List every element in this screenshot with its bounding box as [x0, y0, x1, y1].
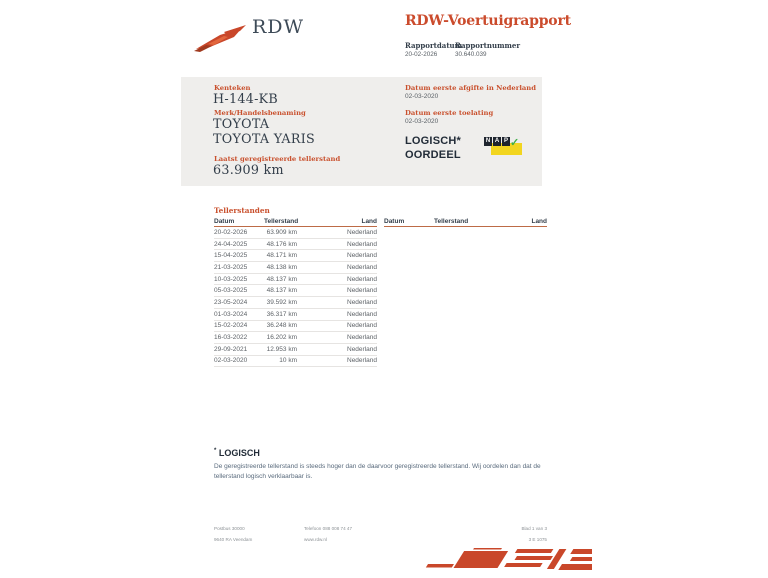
table-row: 23-05-2024 39.592 km Nederland — [214, 297, 377, 309]
merk-value: TOYOTA TOYOTA YARIS — [213, 116, 316, 146]
nap-letter-a: A — [494, 138, 500, 144]
table-row: 21-03-2025 48.138 km Nederland — [214, 262, 377, 274]
brand-wordmark: RDW — [252, 16, 305, 38]
col-header-land: Land — [361, 218, 377, 225]
footnote-title-text: LOGISCH — [218, 448, 260, 458]
footer-address — [214, 523, 252, 545]
toelating-value: 02-03-2020 — [405, 118, 439, 125]
col-header-datum: Datum — [214, 218, 235, 225]
table-row: 02-03-2020 10 km Nederland — [214, 356, 377, 368]
table-row: 16-03-2022 16.202 km Nederland — [214, 332, 377, 344]
report-date-label: Rapportdatum — [405, 41, 463, 50]
table-row: 01-03-2024 36.317 km Nederland — [214, 309, 377, 321]
tellerstand-label: Laatst geregistreerde tellerstand — [214, 155, 341, 163]
oordeel-verdict — [405, 135, 461, 162]
rdw-stripes-icon — [402, 548, 592, 578]
page-title: RDW-Voertuigrapport — [405, 13, 571, 29]
footer-address-line2: 9640 RA Veendam — [214, 537, 253, 542]
report-number-value: 30.640.039 — [455, 51, 487, 58]
table-header-row — [384, 216, 547, 227]
footer-paging — [467, 523, 547, 545]
afgifte-value: 02-03-2020 — [405, 93, 439, 100]
tellerstanden-table-right — [384, 216, 547, 227]
tellerstand-rows — [214, 227, 377, 367]
footer-form-code: 3 E 1075 — [528, 537, 547, 542]
afgifte-label: Datum eerste afgifte in Nederland — [405, 84, 537, 92]
nap-letter-n: N — [485, 138, 491, 144]
nap-check-icon: ✓ — [510, 137, 520, 149]
footer-phone: Telefoon 088 008 74 47 — [304, 526, 353, 531]
tellerstanden-section-title: Tellerstanden — [214, 206, 270, 215]
table-row: 15-04-2025 48.171 km Nederland — [214, 250, 377, 262]
nap-letter-p: P — [503, 138, 508, 144]
table-row: 20-02-2026 63.909 km Nederland — [214, 227, 377, 239]
tellerstanden-table-left — [214, 216, 377, 367]
footer-contact — [304, 523, 352, 545]
col-header-tellerstand: Tellerstand — [434, 218, 469, 225]
footnote-title — [214, 448, 260, 458]
report-number-label: Rapportnummer — [455, 41, 521, 50]
footnote-text: De geregistreerde tellerstand is steeds hoger dan de daarvoor geregistreerde tellerstand. Wij oordelen dan dat de tellerstand logisch verklaarbaar is. — [214, 463, 541, 480]
oordeel-line2: OORDEEL — [405, 148, 461, 161]
table-row: 15-02-2024 36.248 km Nederland — [214, 321, 377, 333]
kenteken-label: Kenteken — [214, 84, 251, 92]
tellerstand-value: 63.909 km — [213, 162, 284, 177]
col-header-tellerstand: Tellerstand — [264, 218, 299, 225]
nap-logo — [484, 135, 524, 157]
table-row: 05-03-2025 48.137 km Nederland — [214, 285, 377, 297]
oordeel-line1: LOGISCH* — [405, 135, 461, 147]
col-header-land: Land — [531, 218, 547, 225]
footnote-asterisk: * — [214, 448, 217, 454]
rdw-flag-icon — [194, 20, 248, 52]
footer-page-indicator: Blad 1 van 3 — [521, 526, 547, 531]
table-header-row — [214, 216, 377, 227]
kenteken-value: H-144-KB — [213, 91, 279, 106]
table-row: 29-09-2021 12.953 km Nederland — [214, 344, 377, 356]
table-row: 10-03-2025 48.137 km Nederland — [214, 274, 377, 286]
merk-label: Merk/Handelsbenaming — [214, 109, 306, 117]
col-header-datum: Datum — [384, 218, 405, 225]
toelating-label: Datum eerste toelating — [405, 109, 494, 117]
report-date-value: 20-02-2026 — [405, 51, 438, 58]
footer-address-line1: Postbus 30000 — [214, 526, 245, 531]
footer-website: www.rdw.nl — [304, 537, 327, 542]
table-row: 24-04-2025 48.176 km Nederland — [214, 239, 377, 251]
